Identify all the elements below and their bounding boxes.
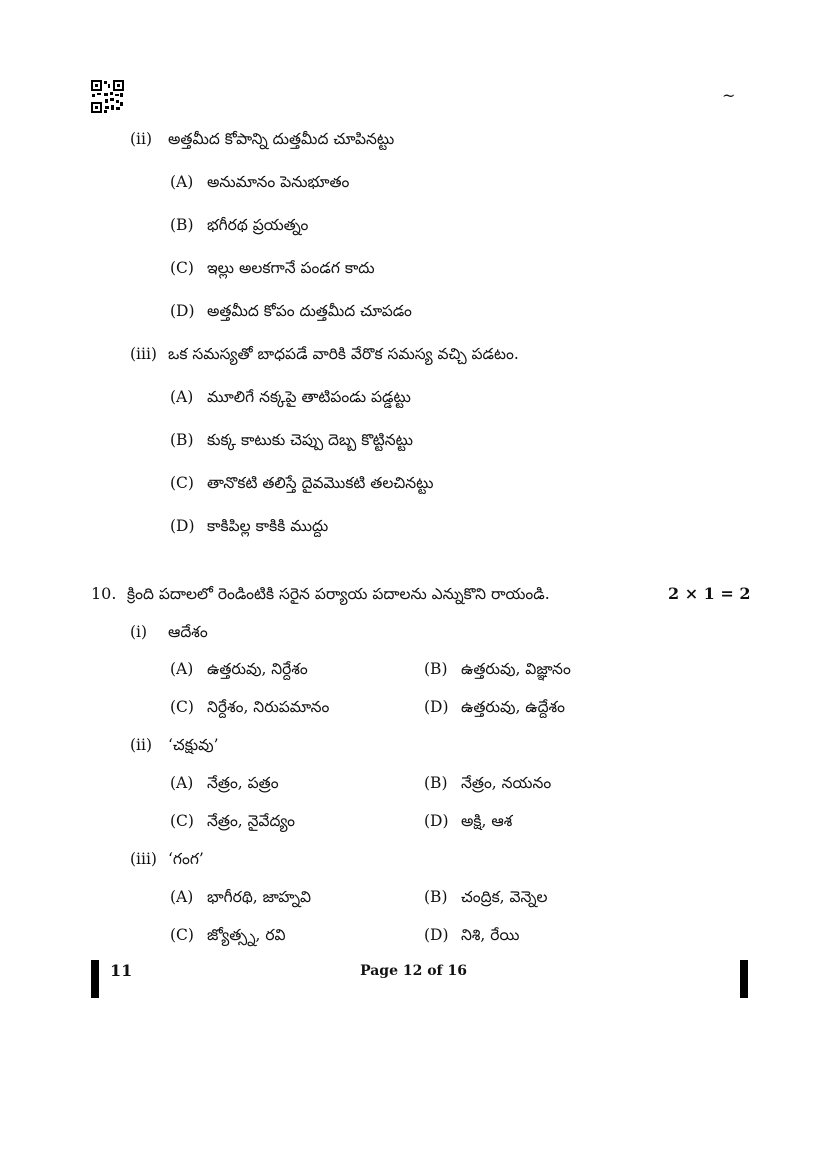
option-text: నేత్రం, నయనం bbox=[461, 774, 552, 792]
option-text: ఉత్తరువు, విజ్ఞానం bbox=[461, 660, 571, 678]
option-label: (C) bbox=[170, 812, 194, 830]
option-text: చంద్రిక, వెన్నెల bbox=[461, 888, 548, 906]
question-number: 10. bbox=[91, 584, 117, 603]
subquestion-label: (i) bbox=[130, 623, 148, 641]
subquestion-label: (ii) bbox=[130, 736, 153, 754]
question-marks: 2 × 1 = 2 bbox=[668, 584, 751, 603]
option-label: (D) bbox=[424, 926, 449, 944]
option-text: అత్తమీద కోపం దుత్తమీద చూపడం bbox=[207, 302, 412, 320]
option-text: ఇల్లు అలకగానే పండగ కాదు bbox=[207, 259, 375, 277]
option-label: (C) bbox=[170, 698, 194, 716]
option-text: తానొకటి తలిస్తే దైవమొకటి తలచినట్టు bbox=[207, 474, 434, 492]
subquestion-word: ‘చక్షువు’ bbox=[168, 736, 219, 754]
option-text: కుక్క కాటుకు చెప్పు దెబ్బ కొట్టినట్టు bbox=[207, 431, 413, 449]
subquestion-word: ఆదేశం bbox=[168, 623, 208, 641]
option-label: (B) bbox=[170, 216, 194, 234]
option-label: (C) bbox=[170, 926, 194, 944]
subquestion-label: (iii) bbox=[130, 850, 157, 868]
header-mark: ~ bbox=[722, 86, 736, 105]
subquestion-label: (ii) bbox=[130, 130, 153, 148]
option-text: నేత్రం, పత్రం bbox=[207, 774, 279, 792]
option-label: (D) bbox=[170, 517, 195, 535]
option-text: మూలిగే నక్కపై తాటిపండు పడ్డట్టు bbox=[207, 388, 411, 406]
option-label: (A) bbox=[170, 774, 194, 792]
option-label: (B) bbox=[424, 660, 448, 678]
option-text: భాగీరథి, జాహ్నవి bbox=[207, 888, 312, 906]
option-text: ఉత్తరువు, ఉద్దేశం bbox=[461, 698, 566, 716]
page-number: Page 12 of 16 bbox=[360, 963, 467, 979]
option-text: జ్యోత్స్న, రవి bbox=[207, 926, 286, 944]
option-label: (C) bbox=[170, 474, 194, 492]
option-label: (D) bbox=[424, 698, 449, 716]
option-text: అనుమానం పెనుభూతం bbox=[207, 173, 350, 191]
paper-code: 11 bbox=[110, 961, 133, 980]
option-label: (B) bbox=[170, 431, 194, 449]
option-label: (D) bbox=[424, 812, 449, 830]
option-text: భగీరథ ప్రయత్నం bbox=[207, 216, 309, 234]
subquestion-word: ‘గంగ’ bbox=[168, 850, 204, 868]
option-label: (A) bbox=[170, 173, 194, 191]
option-text: ఉత్తరువు, నిర్దేశం bbox=[207, 660, 308, 678]
option-label: (D) bbox=[170, 302, 195, 320]
option-text: నిశి, రేయి bbox=[461, 926, 520, 944]
option-text: నిర్దేశం, నిరుపమానం bbox=[207, 698, 330, 716]
option-text: అక్షి, ఆశ bbox=[461, 812, 513, 830]
option-label: (C) bbox=[170, 259, 194, 277]
question-instruction: క్రింది పదాలలో రెండింటికి సరైన పర్యాయ పదాలను ఎన్నుకొని రాయండి. bbox=[127, 585, 550, 603]
subquestion-label: (iii) bbox=[130, 345, 157, 363]
subquestion-text: అత్తమీద కోపాన్ని దుత్తమీద చూపినట్టు bbox=[168, 130, 395, 148]
footer-bar-right bbox=[740, 960, 748, 998]
subquestion-text: ఒక సమస్యతో బాధపడే వారికి వేరొక సమస్య వచ్చి పడటం. bbox=[168, 345, 519, 363]
option-label: (B) bbox=[424, 888, 448, 906]
option-label: (A) bbox=[170, 888, 194, 906]
qr-code-icon bbox=[91, 80, 124, 113]
option-label: (B) bbox=[424, 774, 448, 792]
option-label: (A) bbox=[170, 388, 194, 406]
option-label: (A) bbox=[170, 660, 194, 678]
option-text: కాకిపిల్ల కాకికి ముద్దు bbox=[207, 517, 329, 535]
option-text: నేత్రం, నైవేద్యం bbox=[207, 812, 296, 830]
